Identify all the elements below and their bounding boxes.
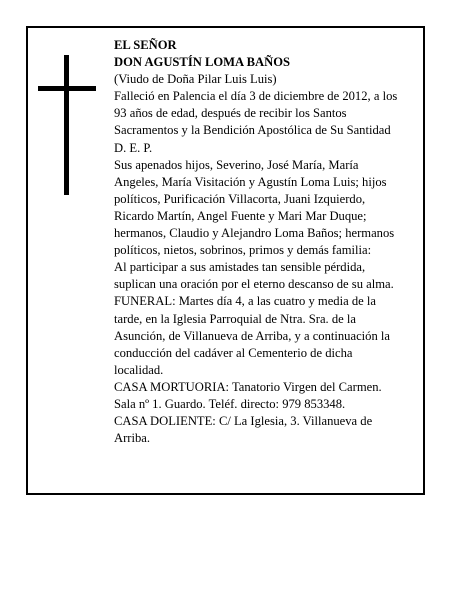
obituary-line: CASA MORTUORIA: Tanatorio Virgen del Carmen.	[114, 379, 382, 394]
obituary-text	[114, 37, 430, 447]
obituary-line: Al participar a sus amistades tan sensible pérdida,	[114, 260, 366, 275]
obituary-line: CASA DOLIENTE: C/ La Iglesia, 3. Villanueva de	[114, 414, 373, 429]
latin-cross-icon	[38, 55, 96, 195]
obituary-line: Asunción, de Villanueva de Arriba, y a continuación la	[114, 328, 390, 343]
obituary-line: Sacramentos y la Bendición Apostólica de Su Santidad	[114, 123, 391, 138]
cross-vertical-bar	[64, 55, 69, 195]
obituary-line: Angeles, María Visitación y Agustín Loma Luis; hijos	[114, 174, 387, 189]
obituary-line: tarde, en la Iglesia Parroquial de Ntra. Sra. de la	[114, 311, 356, 326]
obituary-body	[114, 71, 430, 447]
obituary-line: Sus apenados hijos, Severino, José María, María	[114, 157, 359, 172]
deceased-title: EL SEÑOR	[114, 38, 177, 52]
obituary-line: Ricardo Martín, Angel Fuente y Mari Mar Duque;	[114, 208, 367, 223]
obituary-line: políticos, Purificación Villacorta, Juani Izquierdo,	[114, 191, 366, 206]
obituary-line: conducción del cadáver al Cementerio de dicha	[114, 345, 353, 360]
obituary-line: (Viudo de Doña Pilar Luis Luis)	[114, 72, 277, 87]
obituary-line: D. E. P.	[114, 140, 153, 155]
obituary-line: Arriba.	[114, 431, 151, 446]
deceased-name: DON AGUSTÍN LOMA BAÑOS	[114, 55, 290, 70]
obituary-line: localidad.	[114, 362, 164, 377]
obituary-line: FUNERAL: Martes día 4, a las cuatro y media de la	[114, 294, 376, 309]
obituary-line: hermanos, Claudio y Alejandro Loma Baños; hermanos	[114, 226, 395, 241]
obituary-line: suplican una oración por el eterno descanso de su alma.	[114, 277, 394, 292]
cross-horizontal-bar	[38, 86, 96, 91]
obituary-line: Sala nº 1. Guardo. Teléf. directo: 979 853348.	[114, 396, 346, 411]
obituary-line: 93 años de edad, después de recibir los Santos	[114, 106, 347, 121]
obituary-line: Falleció en Palencia el día 3 de diciembre de 2012, a los	[114, 89, 398, 104]
obituary-line: políticos, nietos, sobrinos, primos y demás familia:	[114, 243, 372, 258]
